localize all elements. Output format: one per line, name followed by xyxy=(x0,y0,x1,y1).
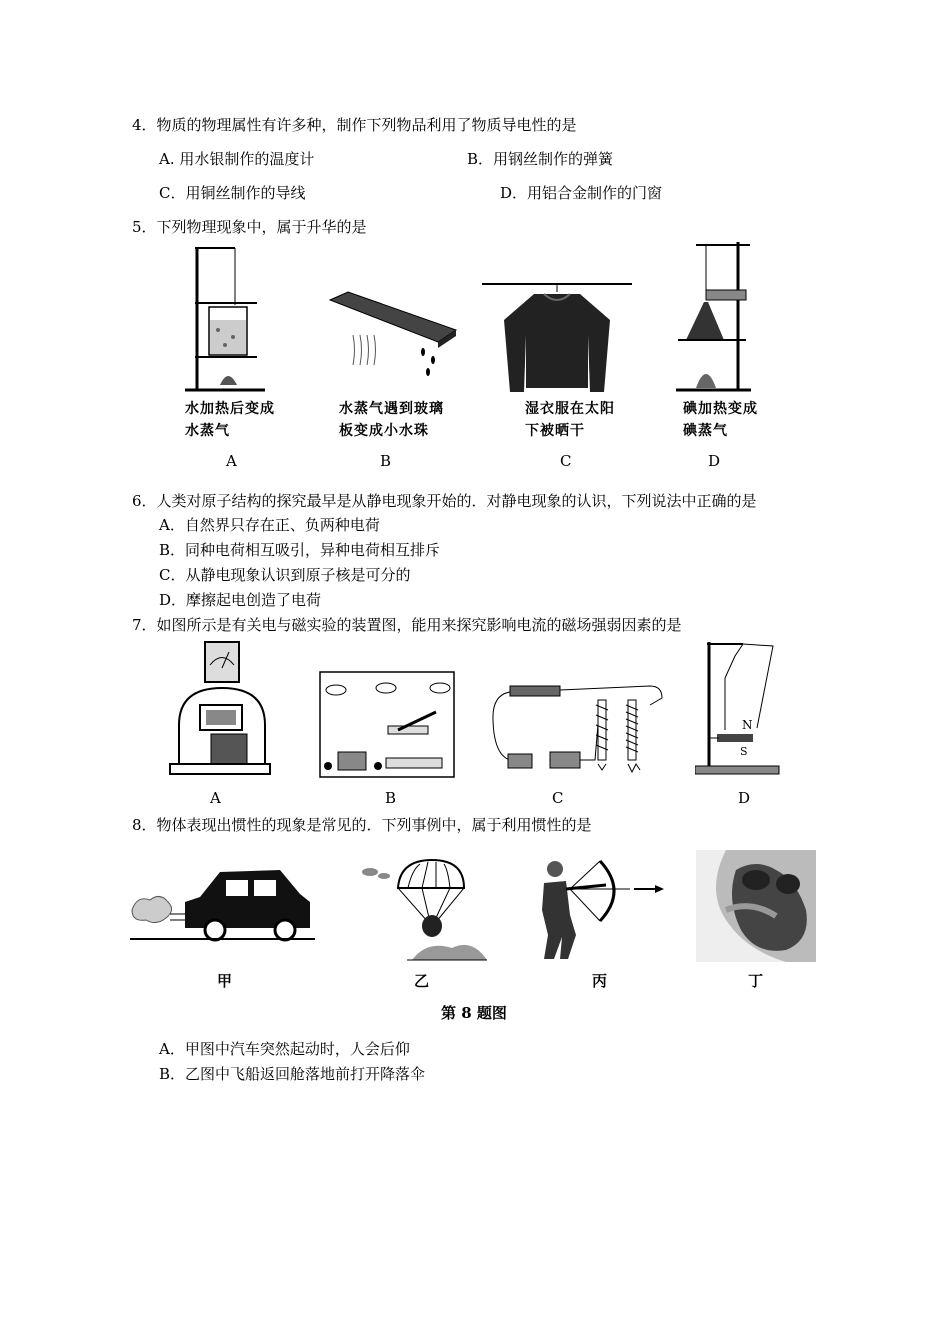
q5-stem: 5．下列物理现象中，属于升华的是 xyxy=(132,218,367,236)
q8-fig-photo xyxy=(696,850,816,962)
q8-option-b: B．乙图中飞船返回舱落地前打开降落伞 xyxy=(159,1065,426,1083)
q8-fig-parachute xyxy=(352,850,487,962)
q5-fig-b-label: B xyxy=(380,452,392,470)
q7-fig-a-label: A xyxy=(210,789,221,807)
q6-option-a: A．自然界只存在正、负两种电荷 xyxy=(159,516,380,534)
q6-option-c: C．从静电现象认识到原子核是可分的 xyxy=(159,566,411,584)
q7-fig-d-magnet-s: S xyxy=(740,745,748,758)
q8-fig-parachute-label: 乙 xyxy=(414,972,430,990)
q7-fig-b-label: B xyxy=(385,789,397,807)
q4-option-a: A. 用水银制作的温度计 xyxy=(159,150,315,168)
q8-fig-car xyxy=(130,862,315,944)
q5-fig-d-caption-line2: 碘蒸气 xyxy=(683,423,728,439)
q5-fig-b-caption-line1: 水蒸气遇到玻璃 xyxy=(339,401,444,417)
q6-stem: 6．人类对原子结构的探究最早是从静电现象开始的．对静电现象的认识，下列说法中正确的是 xyxy=(132,492,757,510)
q5-fig-c-drying-clothes xyxy=(482,280,632,395)
q8-option-a: A．甲图中汽车突然起动时，人会后仰 xyxy=(159,1040,410,1058)
q5-fig-d-caption-line1: 碘加热变成 xyxy=(683,401,758,417)
q8-stem: 8．物体表现出惯性的现象是常见的．下列事例中，属于利用惯性的是 xyxy=(132,816,592,834)
q5-fig-c-caption-line1: 湿衣服在太阳 xyxy=(525,401,615,417)
q8-fig-photo-label: 丁 xyxy=(748,972,764,990)
q7-fig-c-electromagnets xyxy=(490,680,670,780)
q6-option-d: D．摩擦起电创造了电荷 xyxy=(159,591,322,609)
q5-fig-a-caption-line1: 水加热后变成 xyxy=(185,401,275,417)
q6-option-b: B．同种电荷相互吸引，异种电荷相互排斥 xyxy=(159,541,441,559)
q7-fig-a-generator xyxy=(165,640,275,780)
q7-fig-b-circuit xyxy=(318,668,458,783)
q5-fig-a-heating-water xyxy=(185,245,270,395)
q4-option-c: C．用铜丝制作的导线 xyxy=(159,184,306,202)
q5-fig-a-label: A xyxy=(226,452,237,470)
q7-fig-c-label: C xyxy=(552,789,564,807)
q8-fig-car-label: 甲 xyxy=(217,972,233,990)
q7-stem: 7．如图所示是有关电与磁实验的装置图，能用来探究影响电流的磁场强弱因素的是 xyxy=(132,616,682,634)
q5-fig-c-caption-line2: 下被晒干 xyxy=(525,423,585,439)
q7-fig-d-label: D xyxy=(738,789,751,807)
q5-fig-b-caption-line2: 板变成小水珠 xyxy=(339,423,429,439)
q8-fig-archer xyxy=(530,855,670,965)
q4-option-b: B．用钢丝制作的弹簧 xyxy=(467,150,614,168)
q4-option-d: D．用铝合金制作的门窗 xyxy=(500,184,663,202)
q5-fig-d-iodine xyxy=(676,240,756,395)
q5-fig-d-label: D xyxy=(708,452,721,470)
q5-fig-c-label: C xyxy=(560,452,572,470)
q7-fig-d-magnet-n: N xyxy=(742,718,753,732)
q5-fig-a-caption-line2: 水蒸气 xyxy=(185,423,230,439)
q8-fig-archer-label: 丙 xyxy=(592,972,608,990)
q5-fig-b-condensation xyxy=(328,290,458,390)
q8-figure-title: 第 8 题图 xyxy=(441,1004,507,1022)
q4-stem: 4．物质的物理属性有许多种，制作下列物品利用了物质导电性的是 xyxy=(132,116,577,134)
